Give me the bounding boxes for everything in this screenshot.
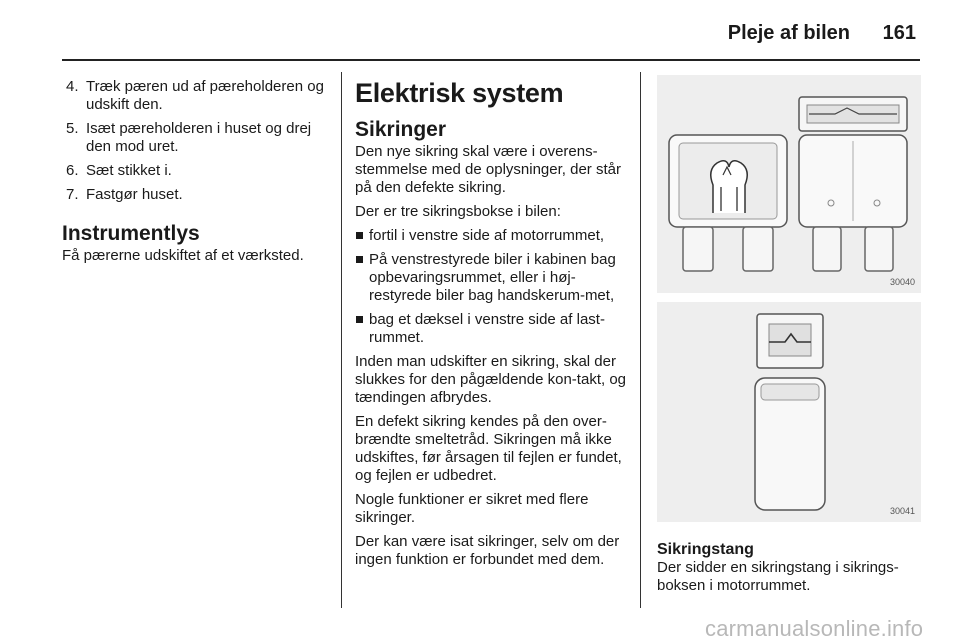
column-1 xyxy=(62,78,330,271)
paragraph: Den nye sikring skal være i overens-stemmelse med de oplysninger, der står på den defekte sikring. xyxy=(355,143,621,196)
step-text: Fastgør huset. xyxy=(86,186,183,203)
step-number: 7. xyxy=(66,186,79,203)
section-title-instrumentlys: Instrumentlys xyxy=(62,222,200,245)
list-item: På venstrestyrede biler i kabinen bag opbevaringsrummet, eller i høj-restyrede biler bag handskerum-met, xyxy=(355,251,627,305)
step-number: 4. xyxy=(66,78,79,95)
subsection-text: Der sidder en sikringstang i sikrings-boksen i motorrummet. xyxy=(657,559,899,594)
step-list xyxy=(62,78,330,204)
paragraph: Inden man udskifter en sikring, skal der slukkes for den pågældende kon-takt, og tændingen afbrydes. xyxy=(355,353,627,406)
page-number: 161 xyxy=(882,22,916,44)
chapter-title: Elektrisk system xyxy=(355,78,564,108)
list-item: bag et dæksel i venstre side af last-rummet. xyxy=(355,311,627,347)
paragraph: En defekt sikring kendes på den over-brændte smeltetråd. Sikringen må ikke udskiftes, før årsagen til fejlen er fundet, og fejlen er udbedret. xyxy=(355,413,622,484)
header-rule xyxy=(62,59,920,61)
column-divider-right xyxy=(640,72,641,608)
list-item: fortil i venstre side af motorrummet, xyxy=(355,227,627,245)
subsection-title-sikringstang: Sikringstang xyxy=(657,541,754,558)
step-item xyxy=(62,186,330,204)
step-number: 6. xyxy=(66,162,79,179)
page-header-title: Pleje af bilen xyxy=(727,22,850,44)
figure-code: 30041 xyxy=(889,506,915,516)
fuse-puller-illustration xyxy=(657,302,921,522)
fuse-illustration xyxy=(657,75,921,293)
paragraph: Der kan være isat sikringer, selv om der ingen funktion er forbundet med dem. xyxy=(355,533,620,568)
step-item xyxy=(62,120,330,156)
fuse-box-list xyxy=(355,227,627,347)
step-text: Isæt pæreholderen i huset og drej den mod uret. xyxy=(86,120,312,155)
step-text: Træk pæren ud af pæreholderen og udskift den. xyxy=(86,78,324,113)
section-text-instrumentlys: Få pærerne udskiftet af et værksted. xyxy=(62,247,304,264)
fuse-figure xyxy=(657,75,921,293)
step-number: 5. xyxy=(66,120,79,137)
step-text: Sæt stikket i. xyxy=(86,162,172,179)
paragraph: Nogle funktioner er sikret med flere sikringer. xyxy=(355,491,589,526)
step-item xyxy=(62,162,330,180)
paragraph: Der er tre sikringsbokse i bilen: xyxy=(355,203,561,220)
column-2 xyxy=(355,78,627,575)
column-divider-left xyxy=(341,72,342,608)
figure-code: 30040 xyxy=(889,277,915,287)
fuse-puller-figure xyxy=(657,302,921,522)
section-title-sikringer: Sikringer xyxy=(355,118,447,141)
step-item xyxy=(62,78,330,114)
column-3-text xyxy=(657,540,921,601)
watermark: carmanualsonline.info xyxy=(705,616,924,641)
